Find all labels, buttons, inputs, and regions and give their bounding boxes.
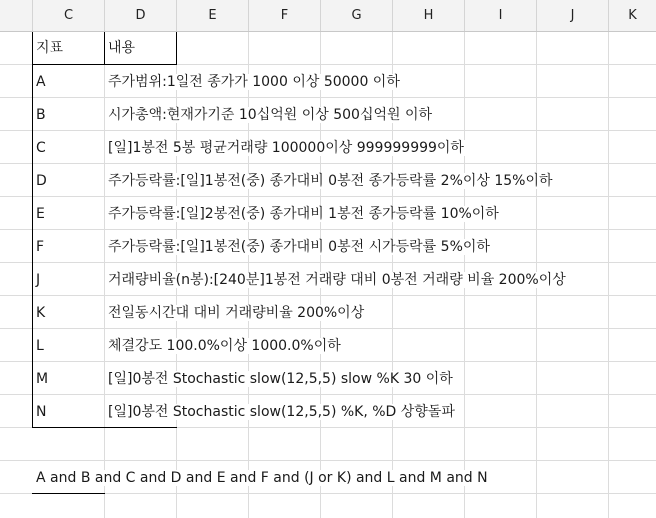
indicator-cell-k[interactable]: K — [36, 305, 46, 321]
gridline — [0, 163, 656, 164]
content-cell-m[interactable]: [일]0봉전 Stochastic slow(12,5,5) slow %K 30 이하 — [105, 371, 457, 387]
content-cell-c[interactable]: [일]1봉전 5봉 평균거래량 100000이상 999999999이하 — [105, 140, 468, 156]
gridline — [0, 262, 656, 263]
column-header-e[interactable]: E — [177, 0, 249, 31]
gridline — [0, 460, 656, 461]
table-border-right — [176, 32, 177, 65]
content-cell-n[interactable]: [일]0봉전 Stochastic slow(12,5,5) %K, %D 상향돌파 — [105, 404, 459, 420]
formula-cell-underline — [32, 493, 105, 494]
gridline — [0, 229, 656, 230]
indicator-cell-j[interactable]: J — [36, 272, 41, 288]
column-header-d[interactable]: D — [105, 0, 177, 31]
content-cell-e[interactable]: 주가등락률:[일]2봉전(중) 종가대비 1봉전 종가등락률 10%이하 — [105, 206, 503, 222]
column-header-partial[interactable] — [0, 0, 33, 31]
content-cell-j[interactable]: 거래량비율(n봉):[240분]1봉전 거래량 대비 0봉전 거래량 비율 200%이상 — [105, 272, 570, 288]
gridline — [0, 295, 656, 296]
column-header-c[interactable]: C — [33, 0, 105, 31]
indicator-cell-a[interactable]: A — [36, 74, 46, 90]
content-cell-k[interactable]: 전일동시간대 대비 거래량비율 200%이상 — [105, 305, 368, 321]
content-cell-f[interactable]: 주가등락률:[일]1봉전(중) 종가대비 0봉전 시가등락률 5%이하 — [105, 239, 494, 255]
gridline — [0, 361, 656, 362]
header-cell-indicator[interactable]: 지표 — [36, 40, 64, 56]
indicator-cell-e[interactable]: E — [36, 206, 45, 222]
indicator-cell-l[interactable]: L — [36, 338, 44, 354]
table-border-inner — [104, 32, 105, 64]
content-cell-d[interactable]: 주가등락률:[일]1봉전(중) 종가대비 0봉전 종가등락률 2%이상 15%이하 — [105, 173, 557, 189]
column-header-bar — [0, 0, 656, 32]
header-cell-content[interactable]: 내용 — [108, 40, 136, 56]
column-header-i[interactable]: I — [465, 0, 537, 31]
indicator-cell-c[interactable]: C — [36, 140, 46, 156]
gridline — [0, 328, 656, 329]
indicator-cell-b[interactable]: B — [36, 107, 46, 123]
condition-formula-cell[interactable]: A and B and C and D and E and F and (J or K) and L and M and N — [33, 470, 492, 486]
content-cell-b[interactable]: 시가총액:현재가기준 10십억원 이상 500십억원 이하 — [105, 107, 436, 123]
column-header-j[interactable]: J — [537, 0, 609, 31]
table-border-bottom — [32, 427, 177, 428]
gridline — [0, 97, 656, 98]
column-header-k[interactable]: K — [628, 8, 637, 23]
indicator-cell-d[interactable]: D — [36, 173, 47, 189]
gridline — [608, 32, 609, 518]
table-border-left — [32, 32, 33, 428]
column-header-h[interactable]: H — [393, 0, 465, 31]
indicator-cell-n[interactable]: N — [36, 404, 47, 420]
content-cell-l[interactable]: 체결강도 100.0%이상 1000.0%이하 — [105, 338, 345, 354]
table-border-header-bottom — [32, 64, 177, 65]
gridline — [0, 196, 656, 197]
gridline — [0, 130, 656, 131]
content-cell-a[interactable]: 주가범위:1일전 종가가 1000 이상 50000 이하 — [105, 74, 404, 90]
gridline — [0, 394, 656, 395]
indicator-cell-m[interactable]: M — [36, 371, 49, 387]
indicator-cell-f[interactable]: F — [36, 239, 45, 255]
column-header-g[interactable]: G — [321, 0, 393, 31]
column-header-f[interactable]: F — [249, 0, 321, 31]
